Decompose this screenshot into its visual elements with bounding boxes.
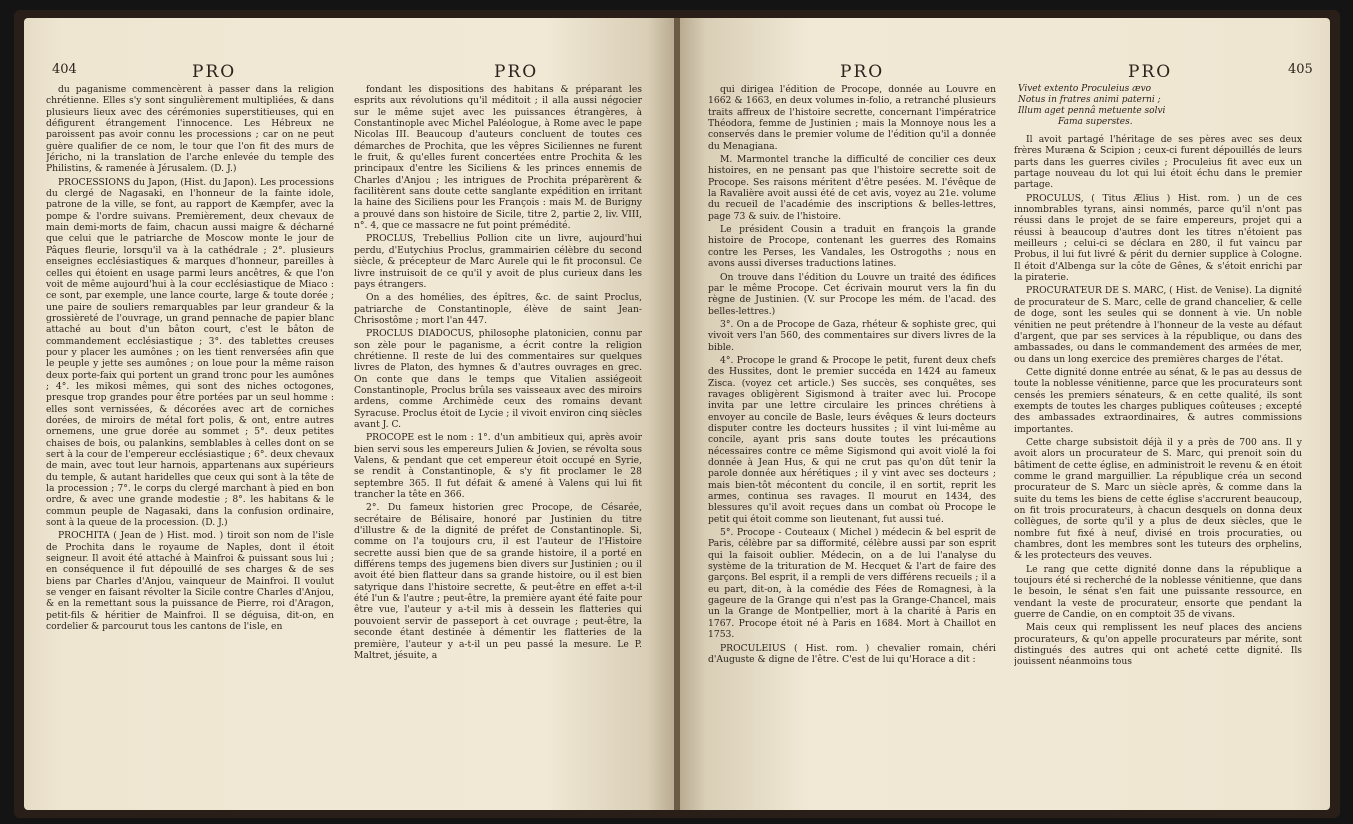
paragraph: PROCURATEUR DE S. MARC, ( Hist. de Venise). La dignité de procurateur de S. Marc, celle de grand chancelier, & celle de doge, sont les seules qui se donnent à vie. Un noble vénitien ne peut prétendre à l'honneur de la veste au défaut d'argent, que par ses services à la république, ou dans des ambassades, ou dans le commandement des armées de mer, ou dans un long exercice des premières charges de l'état.	[1014, 285, 1302, 365]
paragraph: PROCLUS DIADOCUS, philosophe platonicien, connu par son zèle pour le paganisme, a écrit contre la religion chrétienne. Il reste de lui des commentaires sur quelques livres de Platon, des hymnes & d'autres ouvrages en grec. On conte que dans le temps que Vitalien assiégeoit Constantinople, Proclus brûla ses vaisseaux avec des miroirs ardens, comme Archimède ceux des romains devant Syracuse. Proclus étoit de Lycie ; il vivoit environ cinq siècles avant J. C.	[354, 328, 642, 430]
paragraph: 5°. Procope - Couteaux ( Michel ) médecin & bel esprit de Paris, célèbre par sa difformité, célèbre aussi par son esprit qui la faisoit oublier. Médecin, on a de lui l'analyse du système de la trituration de M. Hecquet & l'art de faire des garçons. Bel esprit, il a rempli de vers différens recueils ; il a eu part, dit-on, à la comédie des Fées de Romagnesi, à la gageure de la Grange qui n'est pas la Grange-Chancel, mais un la Grange de Montpellier, mort à la charité à Paris en 1767. Procope étoit né à Paris en 1684. Mort à Chaillot en 1753.	[708, 527, 996, 641]
paragraph: 4°. Procope le grand & Procope le petit, furent deux chefs des Hussites, dont le premier succéda en 1424 au fameux Zisca. (voyez cet article.) Ses succès, ses conquêtes, ses ravages obligèrent Sigismond à traiter avec lui. Procope invita par une lettre circulaire les princes chrétiens à envoyer au concile de Basle, leurs évêques & leurs docteurs disputer contre les docteurs hussites ; il vint lui-même au concile, ayant pris sans doute toutes les précautions nécessaires contre ce même Sigismond qui avoit violé la foi donnée à Jean Hus, & qui ne crut pas qu'on dût tenir la parole donnée aux hérétiques ; il y vint avec ses docteurs ; mais bien-tôt mécontent du concile, il en sortit, reprit les armes, continua ses ravages. Il mourut en 1434, des blessures qu'il avoit reçues dans un combat où Procope le petit qui étoit comme son lieutenant, fut aussi tué.	[708, 354, 996, 525]
paragraph: PROCESSIONS du Japon, (Hist. du Japon). Les processions du clergé de Nagasaki, en l'honneur de la fainte idole, patrone de la ville, se font, au rapport de Kæmpfer, avec la pompe & l'ordre suivans. Premièrement, deux chevaux de main demi-morts de faim, chacun aussi maigre & décharné que celui que le patriarche de Moscow monte le jour de Pâques fleurie, lorsqu'il va à la cathédrale ; 2°. plusieurs enseignes ecclésiastiques & marques d'honneur, pareilles à celles qui étoient en usage parmi leurs ancêtres, & que l'on voit de même aujourd'hui à la cour ecclésiastique de Miaco : ce sont, par exemple, une lance courte, large & toute dorée ; une paire de souliers remarquables par leur grandeur & la grossièreté de l'ouvrage, un grand pennache de papier blanc attaché au bout d'un bâton court, c'est le bâton de commandement ecclésiastique ; 3°. des tablettes creuses pour y placer les aumônes ; on les tient renversées afin que le peuple y jette ses aumônes ; on loue pour la même raison deux porte-faix qui portent un grand tronc pour les aumônes ; 4°. les mikosi mêmes, qui sont des niches octogones, presque trop grandes pour être portées par un seul homme : elles sont vernissées, & décorées avec art de corniches dorées, de miroirs de métal fort polis, & ont, entre autres ornemens, une grue dorée au sommet ; 5°. deux petites chaises de bois, ou palankins, semblables à celles dont on se sert à la cour de l'empereur ecclésiastique ; 6°. deux chevaux de main, avec tout leur harnois, appartenans aux supérieurs du temple, & autant haridelles que ceux qui sont à la tête de la procession ; 7°. le corps du clergé marchant à pied en bon ordre, & avec une grande modestie ; 8°. les habitans & le commun peuple de Nagasaki, dans la confusion ordinaire, sont à la queue de la procession. (D. J.)	[46, 176, 334, 529]
paragraph: PROCULUS, ( Titus Ælius ) Hist. rom. ) un de ces innombrables tyrans, ainsi nommés, parce qu'il n'ont pas réussi dans le projet de se faire empereurs, projet qui a réussi à beaucoup d'autres dont les titres n'étoient pas meilleurs ; celui-ci se déclara en 280, il fut vaincu par Probus, il lui fut livré & périt du dernier supplice à Cologne. Il étoit d'Albenga sur la côte de Gênes, & s'étoit enrichi par la piraterie.	[1014, 192, 1302, 284]
paragraph: On a des homélies, des épîtres, &c. de saint Proclus, patriarche de Constantinople, élève de saint Jean-Chrisostôme ; mort l'an 447.	[354, 292, 642, 326]
paragraph: Le président Cousin a traduit en françois la grande histoire de Procope, contenant les guerres des Romains contre les Perses, les Vandales, les Ostrogoths ; nous en avons aussi diverses traductions latines.	[708, 224, 996, 270]
right-page-column-2	[1014, 84, 1302, 802]
verse-line: Notus in fratres animi paterni ;	[1018, 95, 1161, 105]
paragraph: PROCHITA ( Jean de ) Hist. mod. ) tiroit son nom de l'isle de Prochita dans le royaume de Naples, dont il étoit seigneur. Il avoit été attaché à Mainfroi & puissant sous lui ; en conséquence il fut dépouillé de ses charges & de ses biens par Charles d'Anjou, vainqueur de Mainfroi. Il voulut se venger en faisant révolter la Sicile contre Charles d'Anjou, & en la remettant sous la puissance de Pierre, roi d'Aragon, petit-fils & héritier de Mainfroi. Il se déguisa, dit-on, en cordelier & parcourut tous les cantons de l'isle, en	[46, 530, 334, 633]
paragraph: qui dirigea l'édition de Procope, donnée au Louvre en 1662 & 1663, en deux volumes in-folio, a retranché plusieurs traits affreux de l'histoire secrette, concernant l'impératrice Théodora, femme de Justinien ; mais la Monnoye nous les a conservés dans le premier volume de l'édition qu'il a donnée du Menagiana.	[708, 84, 996, 152]
running-header-right-2: PRO	[1128, 62, 1173, 82]
paragraph: M. Marmontel tranche la difficulté de concilier ces deux histoires, en ne pensant pas que l'histoire secrette soit de Procope. Ses raisons méritent d'être pesées. M. l'évêque de la Ravalière avoit aussi été de cet avis, voyez au 21e. volume du recueil de l'académie des inscriptions & belles-lettres, page 73 & suiv. de l'histoire.	[708, 154, 996, 222]
running-header-right-1: PRO	[840, 62, 885, 82]
running-header-left-2: PRO	[494, 62, 539, 82]
paragraph: 2°. Du fameux historien grec Procope, de Césarée, secrétaire de Bélisaire, honoré par Justinien du titre d'illustre & de la dignité de préfet de Constantinople. Si, comme on l'a toujours cru, il est l'auteur de l'Histoire secrette aussi bien que de sa grande histoire, il a porté en différens temps des jugemens bien divers sur Justinien ; ou il avoit été bien flatteur dans sa grande histoire, ou il est bien satyrique dans l'histoire secrette, & peut-être en effet a-t-il été l'un & l'autre ; peut-être, la première ayant été faite pour être vue, l'auteur y a-t-il mis à dessein les flatteries qui pouvoient servir de passeport à cet ouvrage ; peut-être, la seconde étant destinée à démentir les flatteries de la première, l'auteur y a-t-il un peu passé la mesure. Le P. Maltret, jésuite, a	[354, 502, 642, 661]
paragraph: Il avoit partagé l'héritage de ses pères avec ses deux frères Muræna & Scipion ; ceux-ci furent dépouillés de leurs parts dans les guerres civiles ; Proculeius fit avec eux un partage nouveau du lot qui lui étoit échu dans le premier partage.	[1014, 134, 1302, 191]
verse-line: Illum aget pennâ metuente solvi	[1018, 106, 1166, 116]
paragraph: du paganisme commencèrent à passer dans la religion chrétienne. Elles s'y sont singulièrement multipliées, & dans plusieurs lieux avec des cérémonies superstitieuses, qui en défigurent étrangement l'innocence. Les Hébreux ne paroissent pas avoir connu les processions ; car on ne peut guère qualifier de ce nom, le tour que l'on fit des murs de Jéricho, ni la translation de l'arche enlevée du temple des Philistins, & ramenée à Jérusalem. (D. J.)	[46, 84, 334, 175]
left-page-column-1	[46, 84, 334, 802]
right-page	[680, 18, 1330, 810]
paragraph: Mais ceux qui remplissent les neuf places des anciens procurateurs, & qu'on appelle procurateurs par mérite, sont distingués des autres qui ont acheté cette dignité. Ils jouissent néanmoins tous	[1014, 622, 1302, 668]
verse-line: Vivet extento Proculeius ævo	[1018, 84, 1152, 94]
left-page	[24, 18, 674, 810]
verse-line: Fama superstes.	[1058, 117, 1133, 127]
paragraph: Cette dignité donne entrée au sénat, & le pas au dessus de toute la noblesse vénitienne, parce que les procurateurs sont censés les premiers sénateurs, & en cette qualité, ils sont exempts de toutes les charges publiques coûteuses ; excepté des ambassades extraordinaires, & autres commissions importantes.	[1014, 366, 1302, 435]
paragraph: fondant les dispositions des habitans & préparant les esprits aux révolutions qu'il méditoit ; il alla aussi négocier sur le même sujet avec les puissances étrangères, à Constantinople avec Michel Paléologue, à Rome avec le pape Nicolas III. Beaucoup d'auteurs concluent de toutes ces démarches de Prochita, que les vêpres Siciliennes ne furent le fruit, & qu'elles furent concertées entre Prochita & les principaux d'entre les Siciliens & les princes ennemis de Charles d'Anjou ; les intrigues de Prochita préparèrent & facilitèrent sans doute cette sanglante expédition en irritant la haine des Siciliens pour les François : mais M. de Burigny a prouvé dans son histoire de Sicile, titre 2, partie 2, liv. VIII, n°. 4, que ce massacre ne fut point prémédité.	[354, 84, 642, 232]
paragraph: PROCULEIUS ( Hist. rom. ) chevalier romain, chéri d'Auguste & digne de l'être. C'est de lui qu'Horace a dit :	[708, 642, 996, 665]
quoted-verse	[1014, 84, 1302, 128]
paragraph: 3°. On a de Procope de Gaza, rhéteur & sophiste grec, qui vivoit vers l'an 560, des commentaires sur divers livres de la bible.	[708, 318, 996, 353]
paragraph: Le rang que cette dignité donne dans la république a toujours été si recherché de la noblesse vénitienne, que dans le besoin, le sénat s'en fait une puissante ressource, en vendant la veste de procurateur, ensorte que pendant la guerre de Candie, on en comptoit 35 de vivans.	[1014, 563, 1302, 621]
paragraph: PROCLUS, Trebellius Pollion cite un livre, aujourd'hui perdu, d'Eutychius Proclus, grammairien célèbre du second siècle, & précepteur de Marc Aurele qui le fit proconsul. Ce livre instruisoit de ce qu'il y avoit de plus curieux dans les pays étrangers.	[354, 233, 642, 290]
open-book	[14, 10, 1340, 818]
page-number-right: 405	[1288, 62, 1313, 77]
paragraph: On trouve dans l'édition du Louvre un traité des édifices par le même Procope. Cet écrivain mourut vers la fin du règne de Justinien. (V. sur Procope les mém. de l'acad. des belles-lettres.)	[708, 271, 996, 317]
paragraph: PROCOPE est le nom : 1°. d'un ambitieux qui, après avoir bien servi sous les empereurs Julien & Jovien, se révolta sous Valens, & pendant que cet empereur étoit occupé en Syrie, se rendit à Constantinople, & s'y fit proclamer le 28 septembre 365. Il fut défait & amené à Valens qui lui fit trancher la tête en 366.	[354, 432, 642, 501]
left-page-column-2	[354, 84, 642, 802]
paragraph: Cette charge subsistoit déjà il y a près de 700 ans. Il y avoit alors un procurateur de S. Marc, qui prenoit soin du bâtiment de cette église, en administroit le revenu & en étoit comme le grand marguillier. La république créa un second procurateur de S. Marc un siècle après, & comme dans la suite du tems les biens de cette église s'accrurent beaucoup, on fit trois procurateurs, à chacun desquels on donna deux collègues, de sorte qu'il y a plus de deux siècles, que le nombre fut fixé à neuf, divisé en trois procuraties, ou chambres, dont les membres sont les tuteurs des orphelins, & les protecteurs des veuves.	[1014, 436, 1302, 562]
running-header-left-1: PRO	[192, 62, 237, 82]
right-page-column-1	[708, 84, 996, 802]
page-number-left: 404	[52, 62, 77, 77]
